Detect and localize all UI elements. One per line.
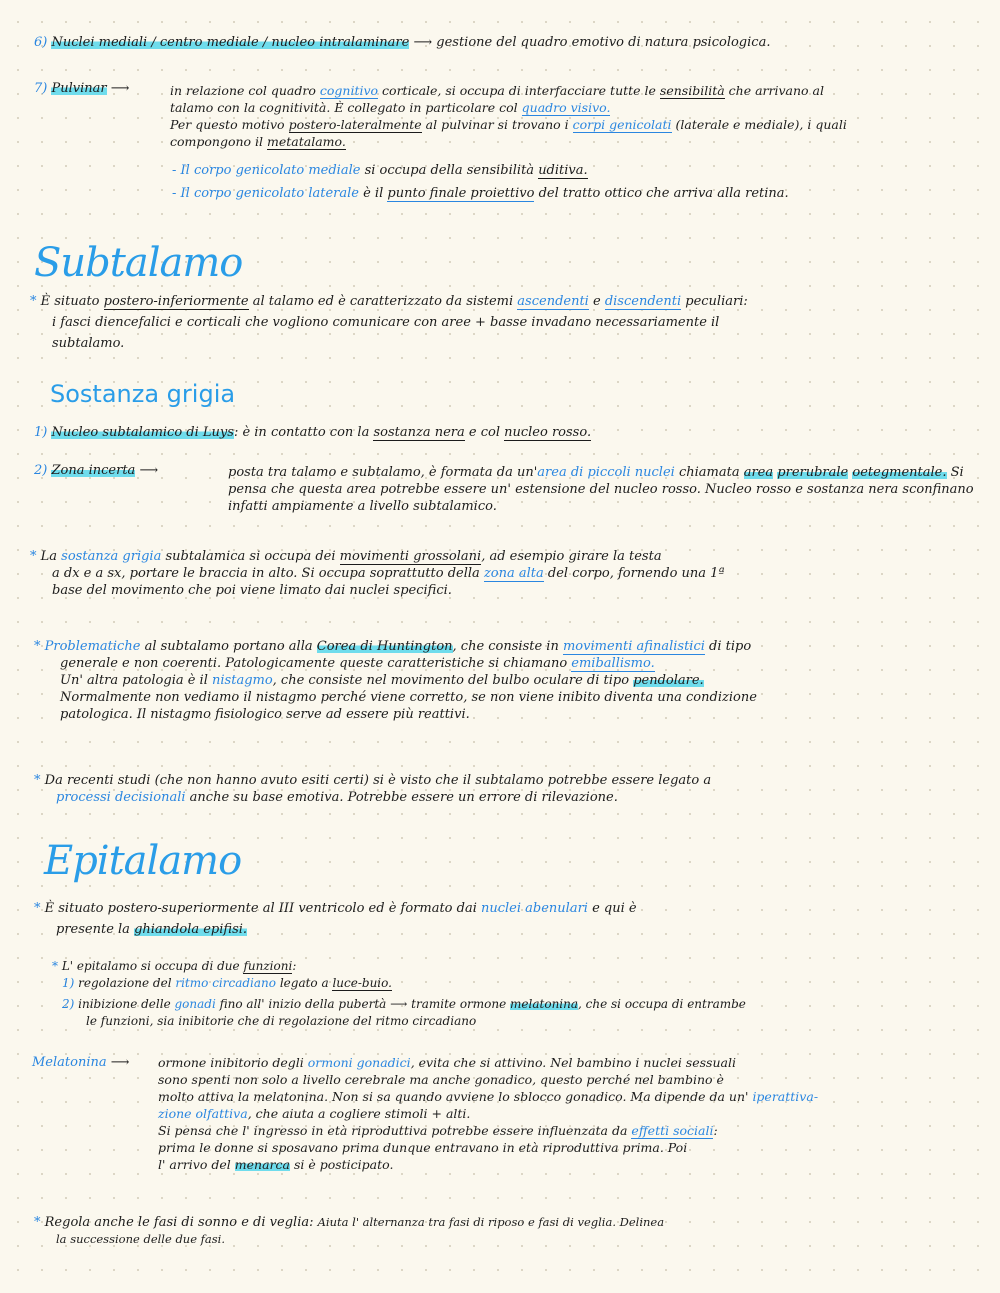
epitalamo-paragraph-1: [34, 900, 984, 938]
nucleus-1: [34, 424, 974, 441]
item-6: [34, 34, 974, 51]
star-bullet: *: [34, 639, 41, 654]
text: subtalamo.: [52, 336, 125, 351]
epitalamo-paragraph-3: [34, 1214, 989, 1248]
text: anche su base emotiva. Potrebbe essere un errore di rilevazione.: [189, 790, 618, 805]
item-text: gestione del quadro emotivo di natura psicologica.: [436, 35, 771, 50]
text: si è posticipato.: [293, 1157, 394, 1172]
term: ascendenti: [517, 294, 589, 309]
term: nuclei abenulari: [481, 901, 588, 916]
item-number: 2): [34, 463, 48, 478]
text: molto attiva la melatonina. Non si sa quando avviene lo sblocco gonadico. Ma dipende da un': [158, 1089, 749, 1104]
term: processi decisionali: [56, 790, 186, 805]
arrow: ⟶: [390, 997, 408, 1011]
star-bullet: *: [30, 549, 37, 564]
subtalamo-paragraph-3: [34, 638, 984, 723]
text: sono spenti non solo a livello cerebrale ma anche gonadico, questo perché nel bambino è: [158, 1072, 724, 1087]
text: Da recenti studi (che non hanno avuto esiti certi) si è visto che il subtalamo potrebbe essere legato a: [44, 773, 712, 788]
text: talamo con la cognitività. È collegato in particolare col: [170, 100, 518, 115]
text: si occupa della sensibilità: [364, 163, 535, 178]
text: (laterale e mediale), i quali: [675, 117, 847, 132]
term: movimenti afinalistici: [562, 639, 705, 654]
item-number: 1): [62, 976, 75, 990]
text: , che aiuta a cogliere stimoli + alti.: [247, 1106, 471, 1121]
text: :: [292, 959, 297, 973]
item-number: 7): [34, 81, 48, 96]
term: prerubrale: [777, 465, 849, 480]
term: effetti sociali: [631, 1123, 714, 1138]
term: Zona incerta: [51, 463, 136, 478]
melatonina-heading: [32, 1054, 157, 1071]
text: , che consiste nel movimento del bulbo oculare di tipo: [272, 673, 630, 688]
term: sostanza grigia: [61, 549, 162, 564]
arrow: ⟶: [139, 463, 159, 478]
nucleus-2-heading: [34, 462, 234, 479]
text: Per questo motivo: [170, 117, 285, 132]
term: gonadi: [174, 997, 216, 1011]
text: , ad esempio girare la testa: [481, 549, 662, 564]
subtalamo-paragraph-1: [30, 293, 980, 352]
term: Corea di Huntington: [316, 639, 453, 654]
text: subtalamico.: [413, 499, 497, 514]
text: compongono il: [170, 134, 264, 149]
item-number: 6): [34, 35, 48, 50]
term: zione olfattiva: [158, 1106, 248, 1121]
text: È situato: [40, 294, 100, 309]
term: emiballismo.: [571, 656, 655, 671]
term: Problematiche: [44, 639, 141, 654]
term: sostanza nera: [373, 425, 465, 440]
text: , che si occupa di entrambe: [578, 997, 746, 1011]
text: e: [592, 294, 601, 309]
text: i fasci diencefalici e corticali che vogliono comunicare con aree + basse invadano necessariamente il: [52, 315, 720, 330]
text: in relazione col quadro: [170, 83, 316, 98]
item-number: 1): [34, 425, 48, 440]
text: e col: [468, 425, 500, 440]
term: corpi genicolati: [572, 117, 672, 132]
item-7-bullets: [172, 162, 972, 202]
subsection-title-sostanza-grigia: Sostanza grigia: [50, 380, 236, 408]
term: menarca: [234, 1157, 290, 1172]
text: :: [713, 1123, 718, 1138]
text: patologica. Il nistagmo fisiologico serve ad essere più reattivi.: [60, 707, 470, 722]
term: metatalamo.: [267, 134, 346, 149]
term: cognitivo: [319, 83, 379, 98]
text: , evita che si attivino. Nel bambino i nuclei sessuali: [410, 1055, 736, 1070]
text: che arrivano al: [728, 83, 824, 98]
term: uditiva.: [538, 163, 588, 178]
bullet: - Il: [172, 186, 190, 201]
nucleus-2-body: [228, 464, 980, 515]
item-title: Pulvinar: [51, 81, 107, 96]
term: corpo genicolato laterale: [193, 186, 359, 201]
text: L' epitalamo si occupa di due: [61, 959, 240, 973]
text: regolazione del: [78, 976, 172, 990]
term: punto finale proiettivo: [387, 186, 535, 201]
text: a dx e a sx, portare le braccia in alto. Si occupa soprattutto della: [52, 566, 480, 581]
section-title-subtalamo: Subtalamo: [34, 240, 243, 286]
text: III: [278, 901, 295, 916]
text: è il: [363, 186, 384, 201]
text: ventricolo ed è formato dai: [298, 901, 477, 916]
star-bullet: *: [30, 294, 37, 309]
term: Nucleo subtalamico di Luys: [51, 425, 234, 440]
arrow: ⟶: [110, 81, 130, 96]
term: postero-lateralmente: [288, 117, 422, 132]
term: ormoni gonadici: [307, 1055, 411, 1070]
item-number: 2): [62, 997, 75, 1011]
text: del nucleo rosso. Nucleo rosso e sostanza nera sconfinano infatti ampiamente a livello: [228, 482, 974, 514]
text: di tipo: [709, 639, 752, 654]
text: del corpo, fornendo una 1ª: [547, 566, 725, 581]
term: iperattiva-: [752, 1089, 819, 1104]
text: ormone inibitorio degli: [158, 1055, 304, 1070]
text: Si pensa che l' ingresso in età riproduttiva potrebbe essere influenzata da: [158, 1123, 628, 1138]
item-7-body: [170, 82, 980, 150]
subtalamo-paragraph-4: [34, 772, 984, 806]
text: fino all' inizio della pubertà: [219, 997, 387, 1011]
term: area: [743, 465, 774, 480]
bullet: - Il: [172, 163, 190, 178]
text: del tratto ottico che arriva alla retina.: [538, 186, 789, 201]
text: Si pensa che questa area potrebbe essere un' estensione: [228, 465, 964, 497]
arrow: ⟶: [110, 1055, 130, 1070]
epitalamo-paragraph-2: [52, 958, 997, 1030]
text: Regola anche le fasi di sonno e di veglia:: [44, 1215, 314, 1230]
text: Un' altra patologia è il: [60, 673, 208, 688]
text: corticale, si occupa di interfacciare tutte le: [382, 83, 656, 98]
text: legato a: [279, 976, 329, 990]
text: al talamo ed è caratterizzato da sistemi: [252, 294, 514, 309]
term: zona alta: [483, 566, 544, 581]
text: l' arrivo del: [158, 1157, 231, 1172]
text: generale e non coerenti. Patologicamente queste caratteristiche si chiamano: [60, 656, 568, 671]
text: al pulvinar si trovano i: [425, 117, 569, 132]
star-bullet: *: [52, 959, 58, 973]
melatonina-body: [158, 1054, 993, 1173]
text: peculiari:: [685, 294, 748, 309]
text: le funzioni, sia inibitorie che di regolazione del ritmo circadiano: [86, 1014, 477, 1028]
text: prima le donne si sposavano prima dunque entravano in età riproduttiva prima. Poi: [158, 1140, 688, 1155]
term: pendolare.: [633, 673, 704, 688]
arrow: ⟶: [413, 35, 433, 50]
term: Melatonina: [32, 1055, 107, 1070]
item-7-heading: [34, 80, 164, 97]
text: È situato postero-superiormente al: [44, 901, 275, 916]
term: melatonina: [510, 997, 579, 1011]
term: nucleo rosso.: [504, 425, 592, 440]
text: al subtalamo portano alla: [144, 639, 313, 654]
term: discendenti: [604, 294, 682, 309]
text: tramite ormone: [411, 997, 507, 1011]
term: quadro visivo.: [521, 100, 611, 115]
term: sensibilità: [659, 83, 725, 98]
item-title: Nuclei mediali / centro mediale / nucleo intralaminare: [51, 35, 410, 50]
text: , che consiste in: [452, 639, 559, 654]
term: postero-inferiormente: [103, 294, 249, 309]
text: subtalamica si occupa dei: [165, 549, 336, 564]
term: nistagmo: [212, 673, 273, 688]
term: funzioni: [243, 959, 293, 973]
text: posta tra talamo e subtalamo, è formata da un': [228, 465, 538, 480]
term: ghiandola epifisi.: [134, 922, 248, 937]
star-bullet: *: [34, 773, 41, 788]
term: area di piccoli nuclei: [537, 465, 675, 480]
text: Aiuta l' alternanza tra fasi di riposo e fasi di veglia. Delinea: [317, 1215, 665, 1229]
text: e qui è: [592, 901, 637, 916]
text: base del movimento che poi viene limato dai nuclei specifici.: [52, 583, 452, 598]
text: la successione delle due fasi.: [56, 1232, 226, 1246]
star-bullet: *: [34, 901, 41, 916]
text: : è in contatto con la: [233, 425, 370, 440]
term: oetegmentale.: [852, 465, 947, 480]
term: movimenti grossolani: [339, 549, 482, 564]
text: La: [40, 549, 58, 564]
term: luce-buio.: [332, 976, 392, 990]
text: presente la: [56, 922, 130, 937]
subtalamo-paragraph-2: [30, 548, 985, 599]
text: Normalmente non vediamo il nistagmo perché viene corretto, se non viene inibito diventa una condizione: [60, 690, 757, 705]
term: corpo genicolato mediale: [193, 163, 361, 178]
term: ritmo circadiano: [175, 976, 276, 990]
text: inibizione delle: [78, 997, 171, 1011]
section-title-epitalamo: Epitalamo: [44, 838, 242, 884]
text: chiamata: [678, 465, 740, 480]
star-bullet: *: [34, 1215, 41, 1230]
